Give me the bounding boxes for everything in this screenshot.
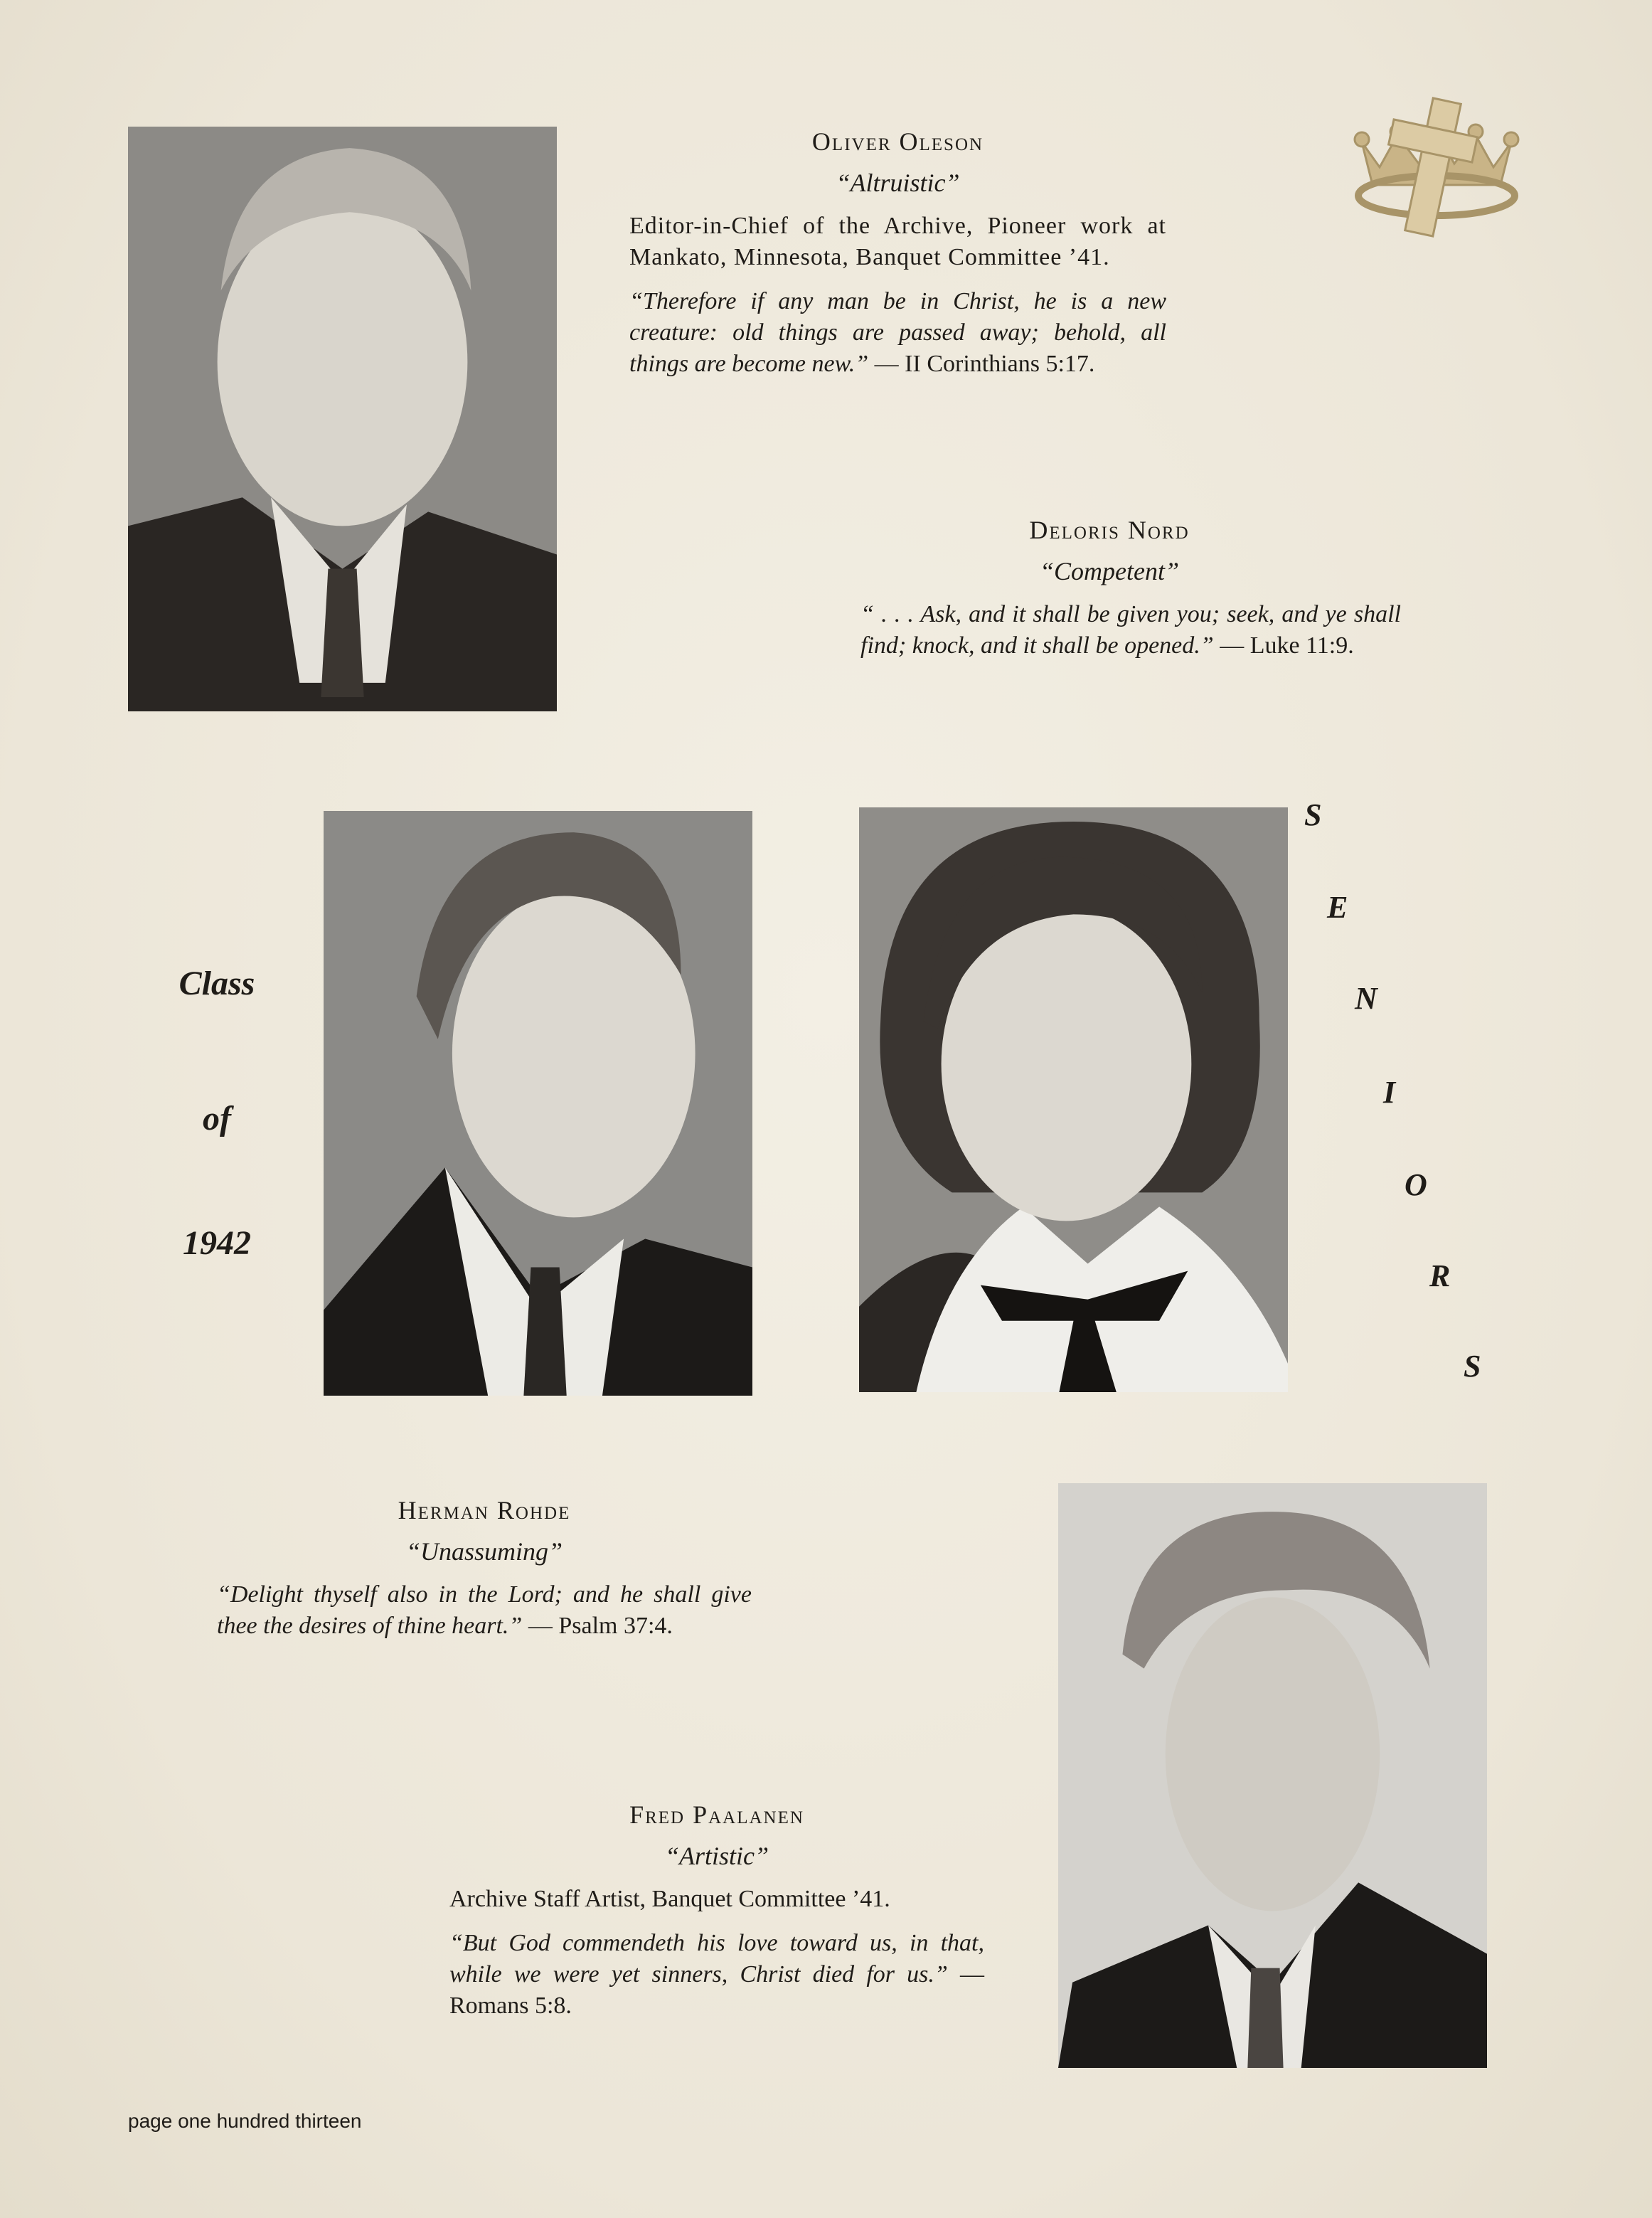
verse-reference: — Romans 5:8. — [449, 1961, 984, 2019]
person-verse — [629, 286, 1166, 380]
person-name: Deloris Nord — [1029, 516, 1190, 544]
seniors-letter: S — [1464, 1349, 1481, 1384]
portrait-herman-rohde — [324, 811, 752, 1396]
verse-text: “ . . . Ask, and it shall be given you; seek, and ye shall find; knock, and it shall be opened.” — [860, 601, 1401, 659]
person-name: Oliver Oleson — [811, 127, 984, 156]
person-nickname: “Competent” — [1039, 557, 1179, 585]
portrait-oliver-oleson — [128, 127, 557, 711]
entry-herman-rohde — [217, 1495, 752, 1642]
seniors-letter: E — [1327, 890, 1348, 925]
seniors-letter: O — [1405, 1167, 1427, 1202]
verse-text: “But God commendeth his love toward us, in that, while we were yet sinners, Christ died for us.” — [449, 1930, 984, 1988]
seniors-letter: I — [1383, 1075, 1396, 1110]
portrait-fred-paalanen — [1058, 1483, 1487, 2068]
person-nickname: “Altruistic” — [836, 169, 960, 197]
verse-text: “Delight thyself also in the Lord; and he shall give thee the desires of thine heart.” — [217, 1581, 752, 1639]
person-verse — [217, 1579, 752, 1642]
person-activities: Editor-in-Chief of the Archive, Pioneer work at Mankato, Minnesota, Banquet Committee ’41. — [629, 213, 1166, 270]
person-activities: Archive Staff Artist, Banquet Committee ’41. — [449, 1886, 890, 1912]
class-label-word: of — [203, 1100, 231, 1137]
person-name: Fred Paalanen — [629, 1800, 804, 1829]
portrait-deloris-nord — [859, 807, 1288, 1392]
person-name: Herman Rohde — [398, 1496, 571, 1524]
page-number: page one hundred thirteen — [128, 2110, 362, 2132]
entry-oliver-oleson — [629, 127, 1166, 380]
verse-text: “Therefore if any man be in Christ, he is a new creature: old things are passed away; behold, all things are become new.” — [629, 288, 1166, 377]
verse-reference: — II Corinthians 5:17. — [874, 351, 1095, 377]
seniors-letter: N — [1355, 981, 1377, 1016]
person-nickname: “Artistic” — [664, 1842, 769, 1870]
class-label-year: 1942 — [183, 1224, 251, 1262]
class-label-word: Class — [178, 965, 255, 1002]
seniors-letter: R — [1429, 1258, 1451, 1293]
entry-deloris-nord — [860, 515, 1401, 662]
person-verse — [860, 599, 1401, 662]
verse-reference: — Psalm 37:4. — [528, 1613, 673, 1639]
seniors-letter: S — [1304, 797, 1322, 832]
verse-reference: — Luke 11:9. — [1220, 632, 1354, 659]
person-nickname: “Unassuming” — [405, 1537, 563, 1566]
crown-cross-icon — [1348, 92, 1525, 242]
entry-fred-paalanen — [449, 1800, 984, 2022]
person-verse — [449, 1928, 984, 2022]
